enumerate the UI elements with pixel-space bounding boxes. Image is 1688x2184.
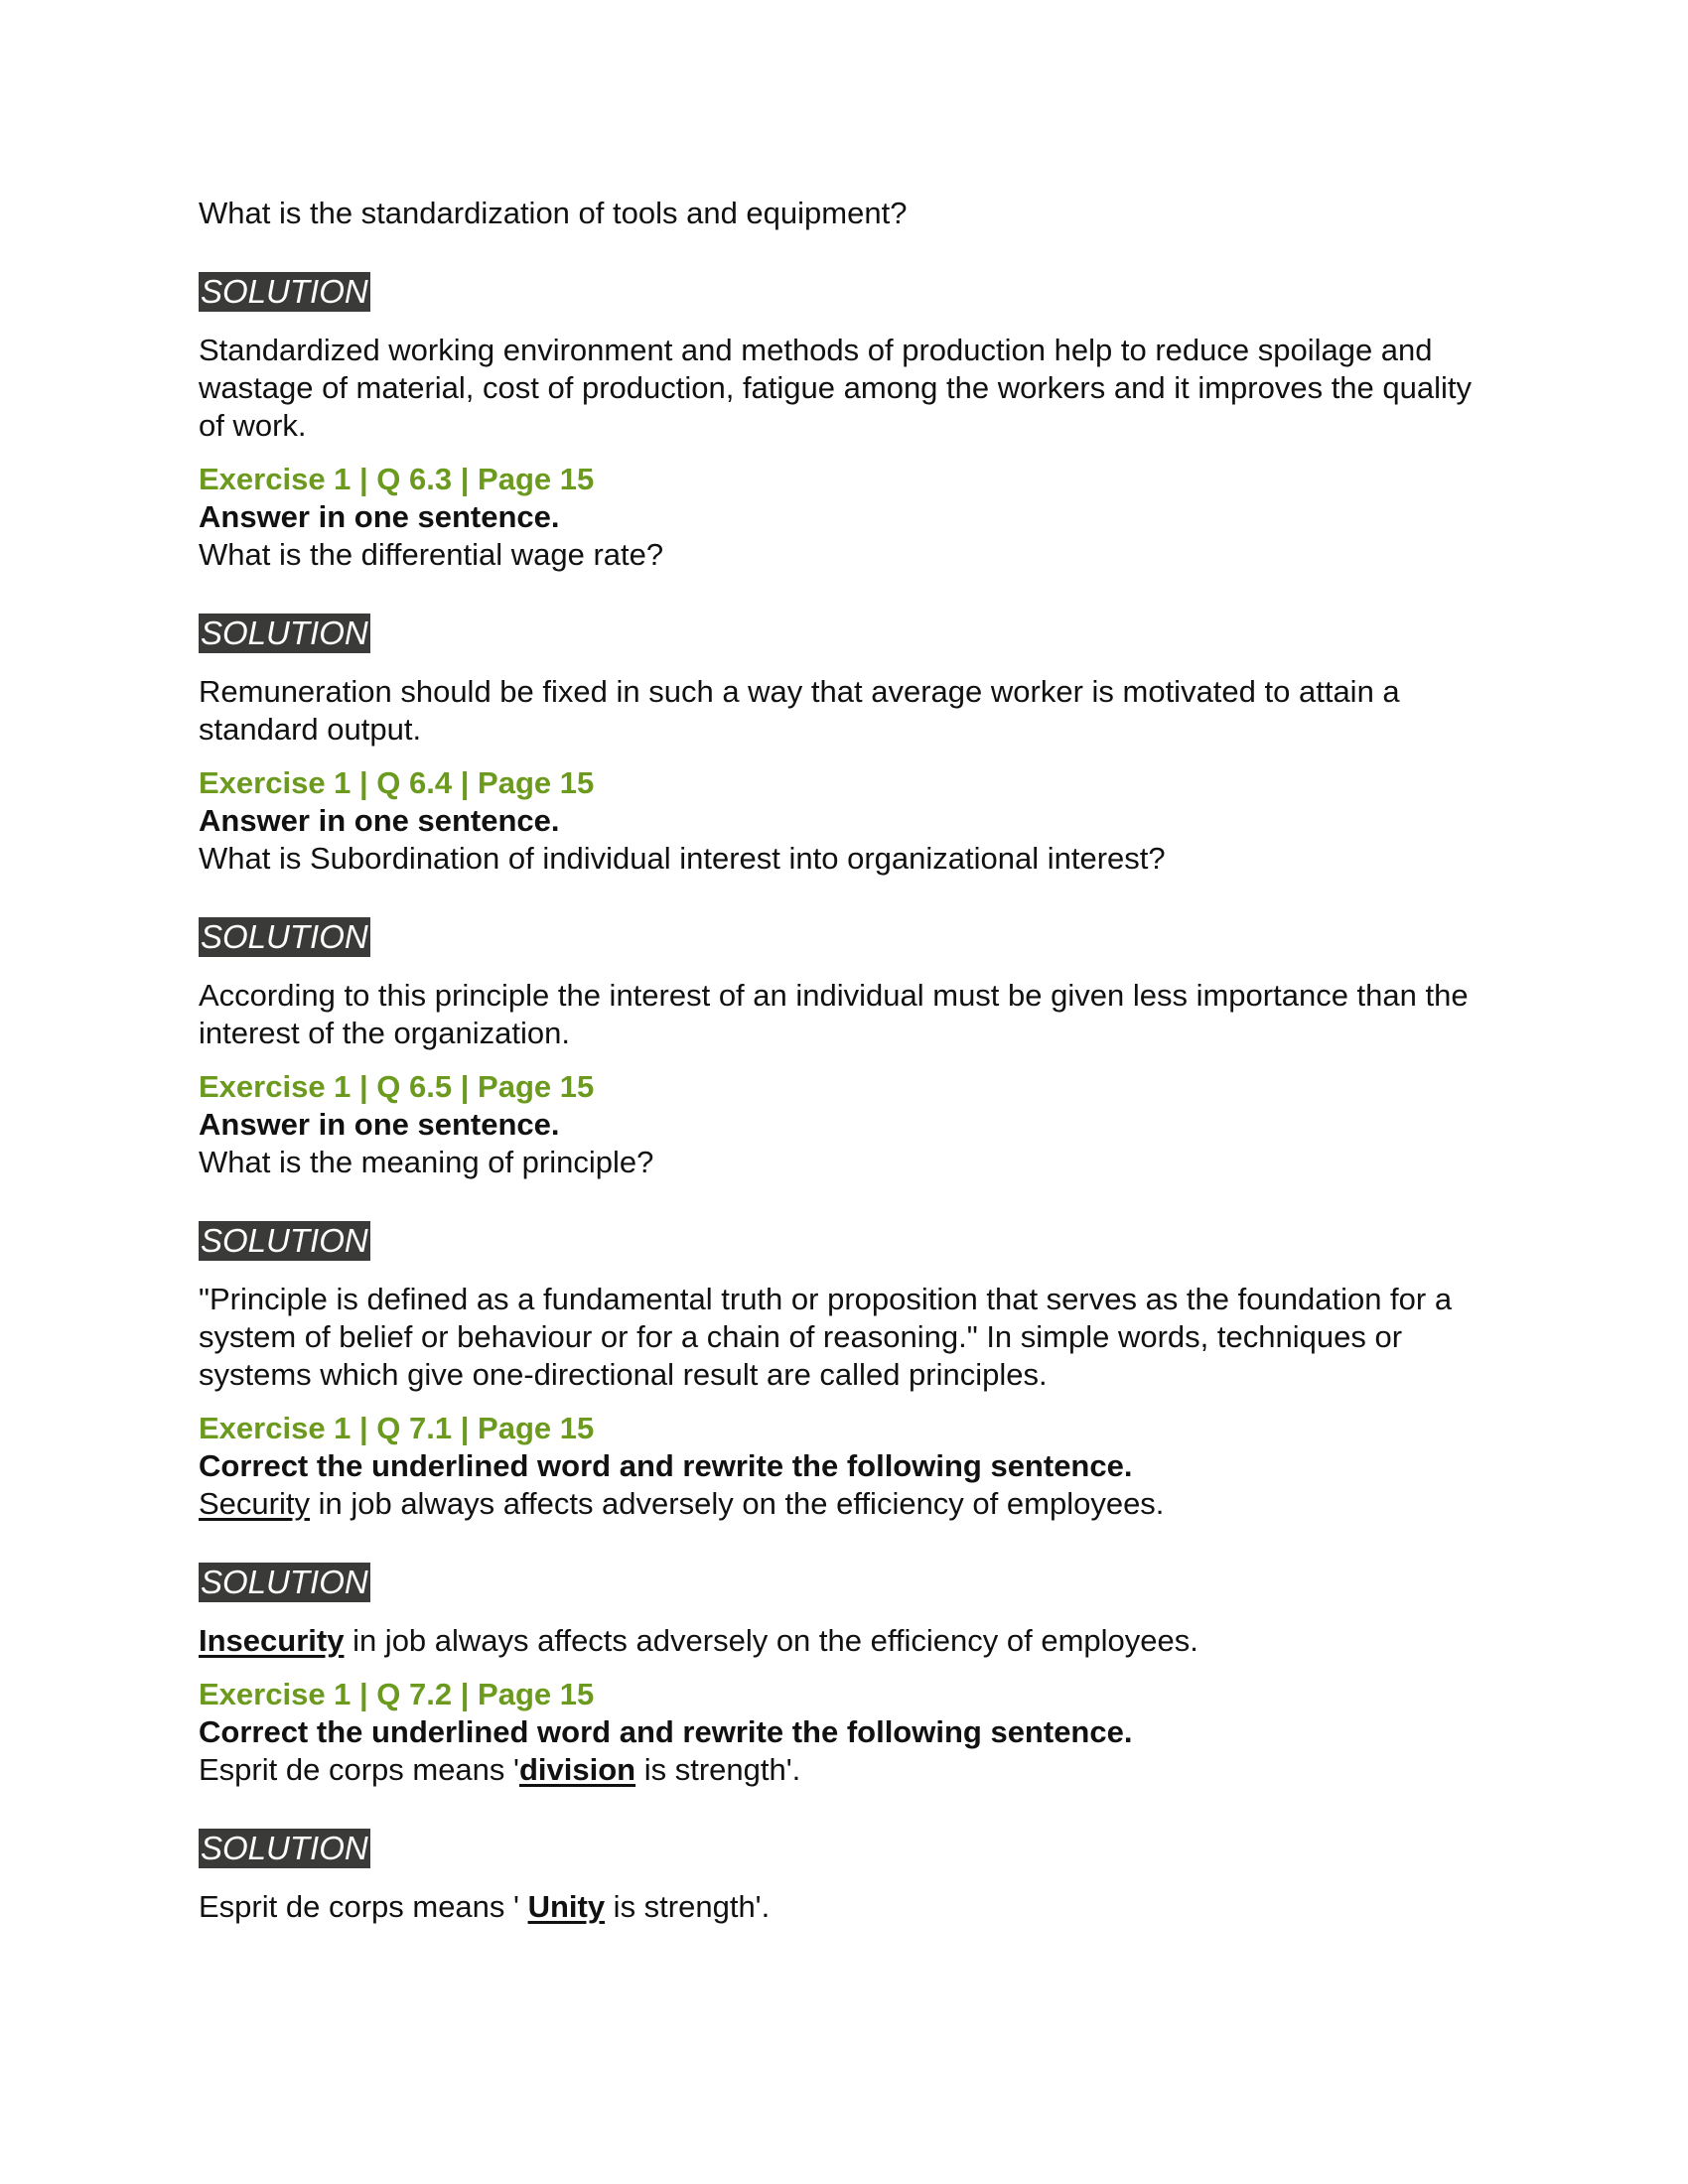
solution-badge: [199, 614, 1489, 673]
solution-text: According to this principle the interest of an individual must be given less importance than the interest of the organization.: [199, 978, 1469, 1050]
corrected-word: Insecurity: [199, 1623, 345, 1658]
question-text: [199, 1751, 1489, 1789]
question-pre: Esprit de corps means ': [199, 1752, 519, 1787]
solution-label: SOLUTION: [201, 273, 368, 310]
corrected-word: Unity: [527, 1889, 606, 1924]
solution-label: SOLUTION: [201, 918, 368, 955]
question-text: What is the meaning of principle?: [199, 1145, 654, 1179]
exercise-reference: Exercise 1 | Q 6.5 | Page 15: [199, 1069, 595, 1104]
solution-badge: [199, 1563, 1489, 1622]
solution-text: [199, 1888, 1489, 1926]
answer-rest: in job always affects adversely on the efficiency of employees.: [344, 1623, 1198, 1658]
question-text: What is the standardization of tools and equipment?: [199, 196, 908, 230]
solution-label: SOLUTION: [201, 1564, 368, 1600]
exercise-reference: Exercise 1 | Q 6.3 | Page 15: [199, 462, 595, 496]
question-text: What is the differential wage rate?: [199, 537, 664, 572]
answer-pre: Esprit de corps means ': [199, 1889, 528, 1924]
solution-badge: [199, 917, 1489, 977]
solution-text: [199, 1622, 1489, 1660]
exercise-block: [199, 1676, 1489, 1926]
exercise-instruction: Answer in one sentence.: [199, 803, 560, 838]
answer-post: is strength'.: [605, 1889, 771, 1924]
exercise-instruction: Correct the underlined word and rewrite the following sentence.: [199, 1714, 1133, 1749]
exercise-block: [199, 1410, 1489, 1660]
exercise-instruction: Correct the underlined word and rewrite the following sentence.: [199, 1448, 1133, 1483]
question-text: What is Subordination of individual interest into organizational interest?: [199, 841, 1166, 876]
solution-badge: [199, 1221, 1489, 1281]
solution-text: "Principle is defined as a fundamental truth or proposition that serves as the foundation for a system of belief or behaviour or for a chain of reasoning." In simple words, techniques or systems which give one-directional result are called principles.: [199, 1282, 1453, 1392]
underlined-word: division: [518, 1752, 636, 1787]
exercise-block: [199, 764, 1489, 1052]
exercise-instruction: Answer in one sentence.: [199, 499, 560, 534]
solution-label: SOLUTION: [201, 1830, 368, 1866]
exercise-reference: Exercise 1 | Q 7.1 | Page 15: [199, 1411, 595, 1445]
exercise-reference: Exercise 1 | Q 7.2 | Page 15: [199, 1677, 595, 1711]
solution-badge: [199, 272, 1489, 332]
exercise-block: [199, 461, 1489, 749]
exercise-block: [199, 1068, 1489, 1394]
solution-label: SOLUTION: [201, 614, 368, 651]
question-text: [199, 1485, 1489, 1523]
solution-text: Remuneration should be fixed in such a way that average worker is motivated to attain a standard output.: [199, 674, 1400, 747]
solution-label: SOLUTION: [201, 1222, 368, 1259]
question-post: is strength'.: [635, 1752, 801, 1787]
underlined-word: Security: [199, 1486, 310, 1521]
document-page: [199, 195, 1489, 1942]
exercise-instruction: Answer in one sentence.: [199, 1107, 560, 1142]
exercise-reference: Exercise 1 | Q 6.4 | Page 15: [199, 765, 595, 800]
question-rest: in job always affects adversely on the efficiency of employees.: [309, 1486, 1165, 1521]
solution-badge: [199, 1829, 1489, 1888]
solution-text: Standardized working environment and methods of production help to reduce spoilage and wastage of material, cost of production, fatigue among the workers and it improves the quality of work.: [199, 333, 1473, 443]
